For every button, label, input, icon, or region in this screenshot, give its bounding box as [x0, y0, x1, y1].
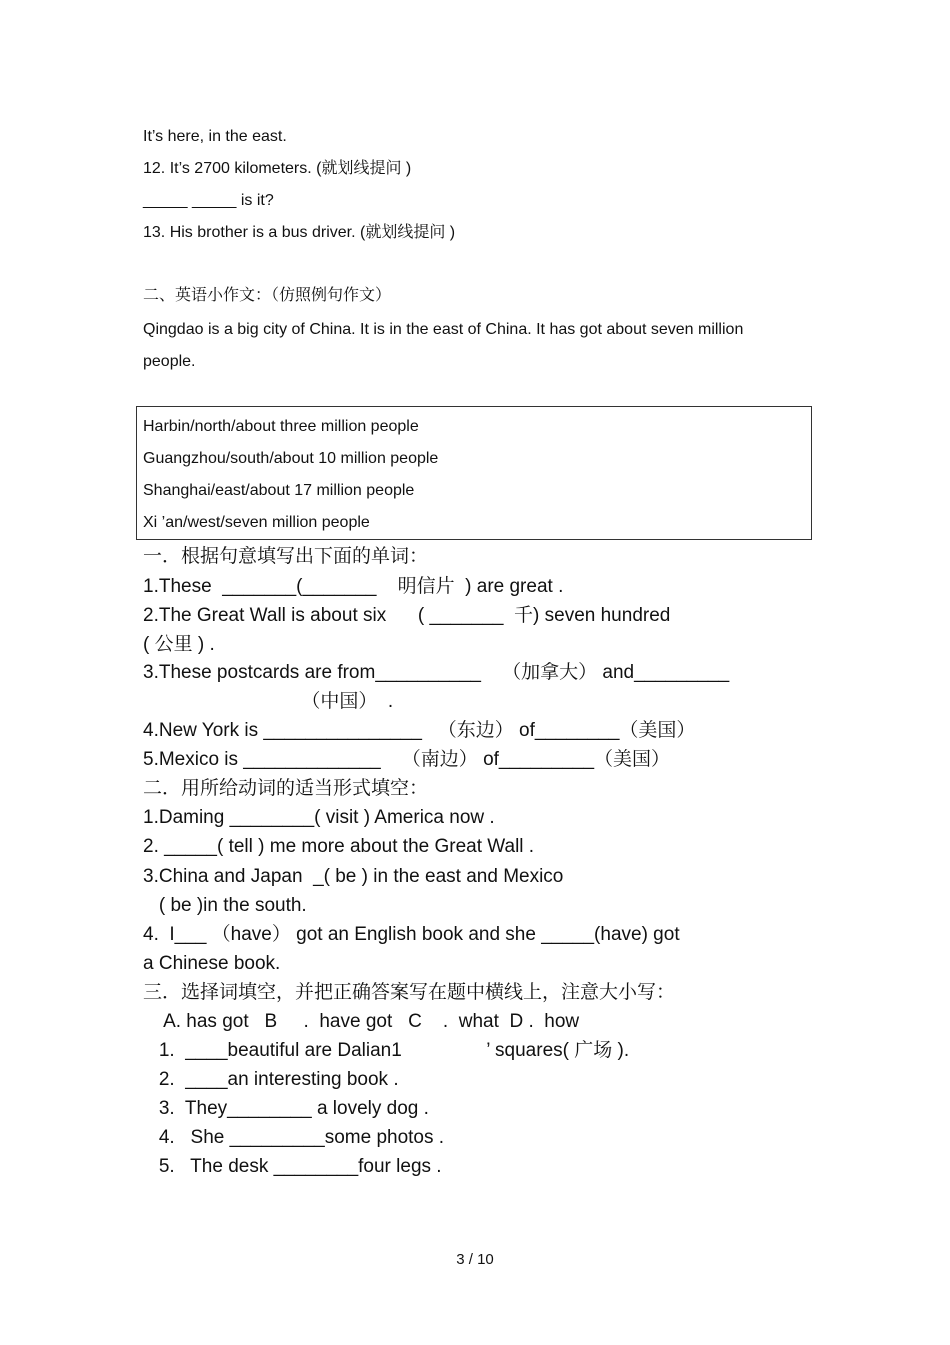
section3-line: 4. She _________some photos . — [143, 1127, 445, 1148]
prompt-item: Shanghai/east/about 17 million people — [143, 482, 415, 499]
section1-line: 1.These _______(_______ 明信片 ) are great . — [143, 576, 564, 597]
prompt-item: Xi ’an/west/seven million people — [143, 514, 370, 531]
section3-heading: 三．选择词填空，并把正确答案写在题中横线上，注意大小写： — [143, 982, 676, 1003]
section3-line: 1. ____beautiful are Dalian1 ’ squares( 广场 ). — [143, 1040, 630, 1061]
question-13: 13. His brother is a bus driver. (就划线提问 ) — [143, 224, 456, 241]
section1-line: 5.Mexico is _____________ （南边） of_________（美国） — [143, 749, 671, 770]
section1-line: （中国） . — [143, 691, 394, 712]
question-12: 12. It’s 2700 kilometers. (就划线提问 ) — [143, 160, 412, 177]
section3-line: 2. ____an interesting book . — [143, 1069, 399, 1090]
composition-example-line1: Qingdao is a big city of China. It is in the east of China. It has got about seven million — [143, 321, 744, 338]
prompt-item: Harbin/north/about three million people — [143, 418, 419, 435]
page-number: 3 / 10 — [456, 1251, 494, 1268]
section3-line: 3. They________ a lovely dog . — [143, 1098, 429, 1119]
section1-heading: 一．根据句意填写出下面的单词： — [143, 546, 429, 567]
section2-line: ( be )in the south. — [143, 895, 307, 916]
section1-line: 3.These postcards are from__________ （加拿大） and_________ — [143, 662, 730, 683]
composition-example-line2: people. — [143, 353, 196, 370]
section2-line: 1.Daming ________( visit ) America now . — [143, 807, 495, 828]
text-line: It’s here, in the east. — [143, 128, 287, 145]
composition-heading: 二、英语小作文：（仿照例句作文） — [143, 287, 392, 304]
section2-line: 3.China and Japan _( be ) in the east and Mexico — [143, 866, 564, 887]
composition-prompt-box — [136, 406, 812, 540]
section2-heading: 二．用所给动词的适当形式填空： — [143, 778, 429, 799]
section1-line: 4.New York is _______________ （东边） of________（美国） — [143, 720, 696, 741]
section2-line: 2. _____( tell ) me more about the Great Wall . — [143, 836, 535, 857]
section3-options: A. has got B . have got C . what D . how — [143, 1011, 580, 1032]
section1-line: ( 公里 ) . — [143, 634, 215, 655]
prompt-item: Guangzhou/south/about 10 million people — [143, 450, 439, 467]
section2-line: 4. I___ （have） got an English book and she _____(have) got — [143, 924, 680, 945]
section2-line: a Chinese book. — [143, 953, 281, 974]
section3-line: 5. The desk ________four legs . — [143, 1156, 442, 1177]
blank-line: _____ _____ is it? — [143, 192, 274, 209]
section1-line: 2.The Great Wall is about six ( _______ 千) seven hundred — [143, 605, 671, 626]
